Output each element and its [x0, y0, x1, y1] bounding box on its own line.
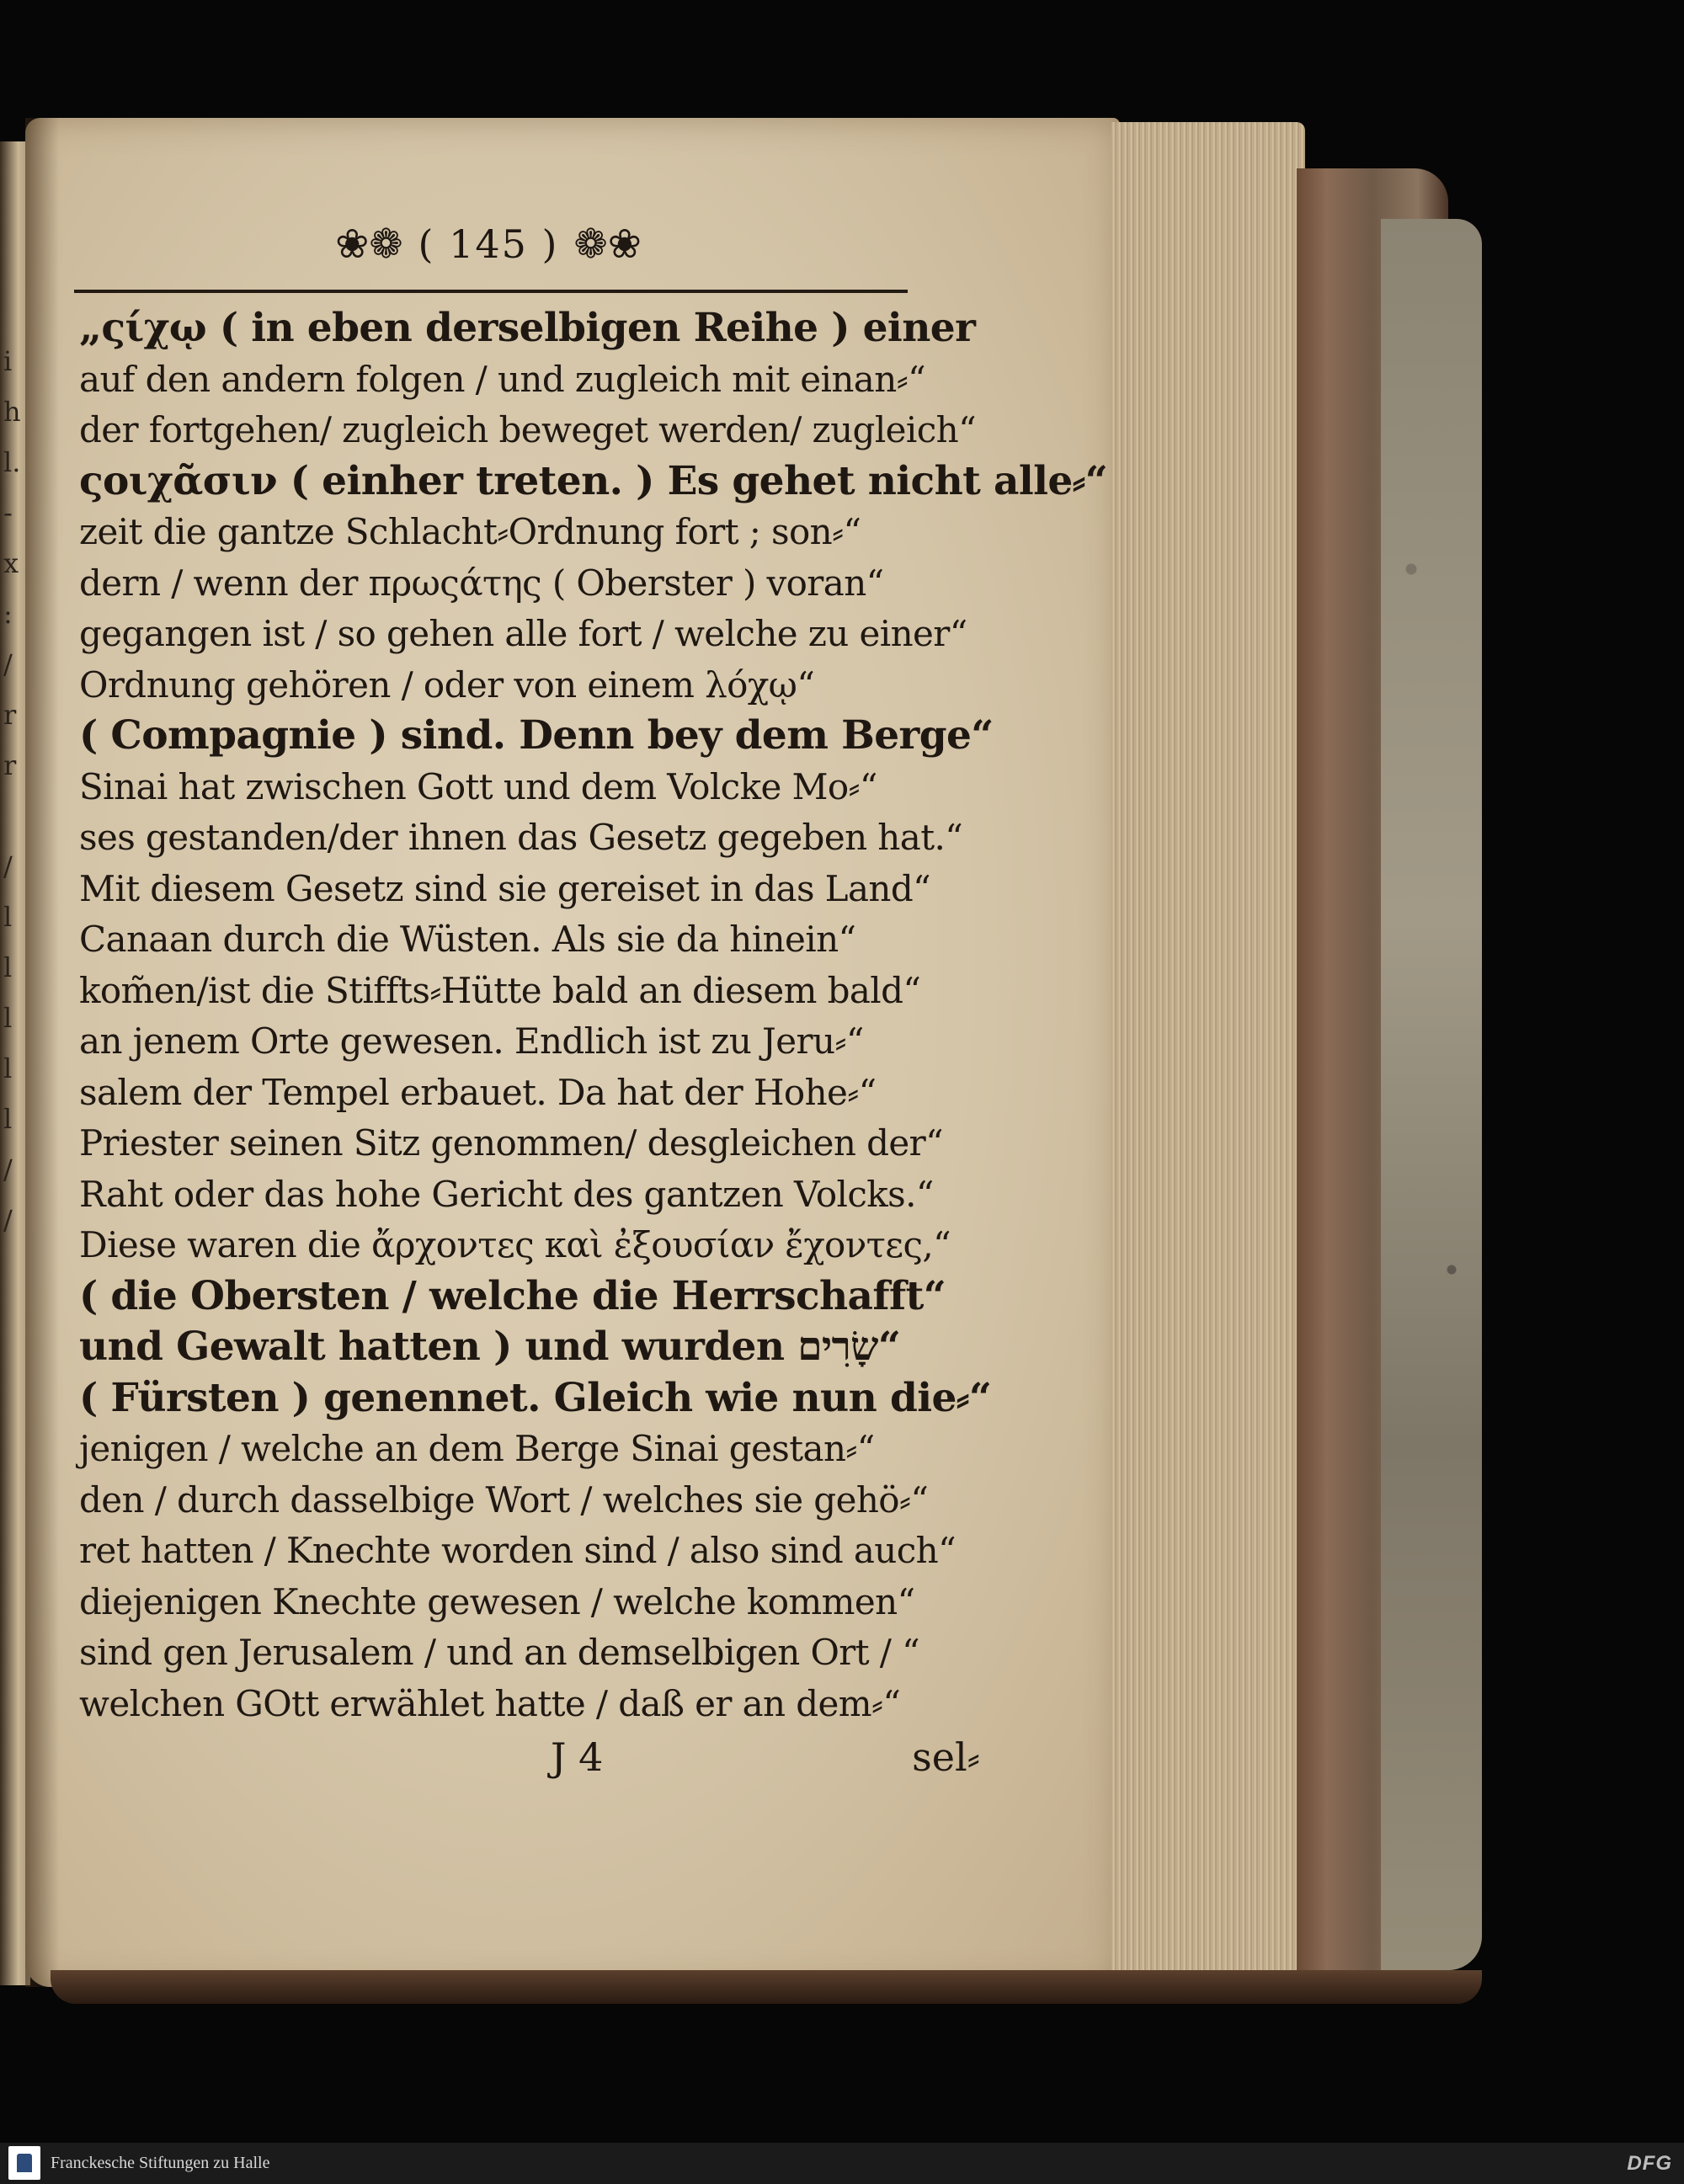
- previous-page-fragment: l: [3, 951, 13, 983]
- page-block-edges: [1111, 122, 1305, 1979]
- text-line: zeit die gantze Schlacht⸗Ordnung fort ; son⸗“: [79, 511, 861, 552]
- text-line: und Gewalt hatten ) und wurden שָׂרִים“: [79, 1324, 901, 1370]
- text-line: ret hatten / Knechte worden sind / also sind auch“: [79, 1530, 957, 1571]
- text-line: gegangen ist / so gehen alle fort / welche zu einer“: [79, 613, 967, 654]
- institution-name: Franckesche Stiftungen zu Halle: [51, 2154, 270, 2172]
- signature-mark: J 4: [551, 1734, 604, 1780]
- previous-page-fragment: l: [3, 1103, 13, 1135]
- previous-page-fragment: l: [3, 1002, 13, 1034]
- previous-page-fragment: /: [3, 850, 13, 882]
- text-line: ses gestanden/der ihnen das Gesetz gegeben hat.“: [79, 817, 963, 858]
- ornament-left-icon: ❀❁: [335, 221, 403, 268]
- text-line: der fortgehen/ zugleich beweget werden/ zugleich“: [79, 409, 976, 450]
- text-line: dern / wenn der πρωςάτης ( Oberster ) voran“: [79, 562, 884, 604]
- text-line: ςοιχᾶσιν ( einher treten. ) Es gehet nicht alle⸗“: [79, 457, 1108, 504]
- text-line: ( Compagnie ) sind. Denn bey dem Berge“: [79, 712, 994, 759]
- header-rule: [74, 290, 908, 293]
- previous-page-fragment: l.: [3, 446, 21, 478]
- text-line: Diese waren die ἄρχοντες καὶ ἐξουσίαν ἔχοντες,“: [79, 1224, 951, 1265]
- previous-page-fragment: r: [3, 749, 17, 781]
- credit-bar: [0, 2143, 1684, 2184]
- text-line: salem der Tempel erbauet. Da hat der Hohe⸗“: [79, 1071, 877, 1113]
- dfg-logo: DFG: [1627, 2152, 1672, 2175]
- text-line: Canaan durch die Wüsten. Als sie da hinein“: [79, 919, 856, 960]
- previous-page-fragment: /: [3, 648, 13, 680]
- previous-page-fragment: h: [3, 396, 21, 428]
- text-line: Mit diesem Gesetz sind sie gereiset in das Land“: [79, 867, 931, 909]
- running-head: [320, 219, 657, 269]
- ornament-right-icon: ❁❀: [573, 221, 642, 268]
- previous-page-fragment: -: [3, 497, 13, 529]
- text-line: Ordnung gehören / oder von einem λόχῳ“: [79, 663, 815, 706]
- text-line: diejenigen Knechte gewesen / welche kommen“: [79, 1580, 915, 1622]
- text-line: „ςίχῳ ( in eben derselbigen Reihe ) einer: [79, 305, 976, 351]
- catchword: sel⸗: [912, 1734, 980, 1780]
- previous-page-fragment: l: [3, 901, 13, 933]
- text-line: Raht oder das hohe Gericht des gantzen Volcks.“: [79, 1173, 934, 1215]
- marbled-edge: [1381, 219, 1482, 1970]
- text-line: ( Fürsten ) genennet. Gleich wie nun die⸗“: [79, 1374, 992, 1421]
- previous-page-fragment: i: [3, 345, 13, 377]
- page-footer: [79, 1734, 980, 1793]
- previous-page-fragment: r: [3, 699, 17, 731]
- text-line: jenigen / welche an dem Berge Sinai gestan⸗“: [79, 1428, 875, 1469]
- page-number: ( 145 ): [418, 221, 559, 267]
- text-line: Priester seinen Sitz genommen/ desgleichen der“: [79, 1122, 944, 1164]
- text-line: sind gen Jerusalem / und an demselbigen Ort / “: [79, 1632, 919, 1673]
- text-line: ( die Obersten / welche die Herrschafft“: [79, 1272, 946, 1319]
- page-gutter-shadow: [25, 118, 59, 1987]
- text-line: kom̃en/ist die Stiffts⸗Hütte bald an diesem bald“: [79, 969, 921, 1011]
- body-text: [79, 303, 1108, 1729]
- text-line: den / durch dasselbige Wort / welches sie gehö⸗“: [79, 1478, 929, 1521]
- text-line: Sinai hat zwischen Gott und dem Volcke Mo⸗“: [79, 765, 877, 807]
- previous-page-fragment: /: [3, 1204, 13, 1236]
- text-line: auf den andern folgen / und zugleich mit einan⸗“: [79, 358, 925, 400]
- previous-page-fragment: x: [3, 547, 19, 579]
- previous-page-fragment: l: [3, 1052, 13, 1084]
- book-bottom-edge: [51, 1970, 1482, 2004]
- text-line: an jenem Orte gewesen. Endlich ist zu Jeru⸗“: [79, 1020, 864, 1062]
- previous-page-fragment: :: [3, 598, 13, 630]
- previous-page-fragment: /: [3, 1153, 13, 1185]
- institution-logo-icon: [8, 2146, 40, 2180]
- text-line: welchen GOtt erwählet hatte / daß er an dem⸗“: [79, 1682, 901, 1724]
